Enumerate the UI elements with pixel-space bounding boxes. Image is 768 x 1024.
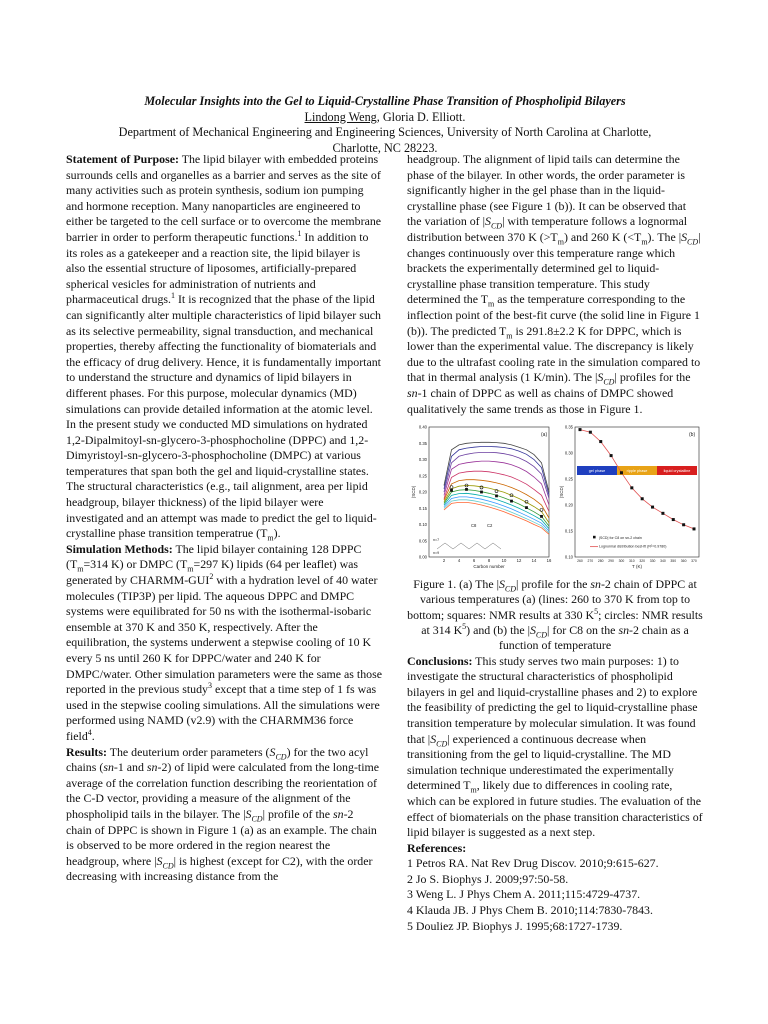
results-text-f: -2 chain of DPPC is shown in Figure 1 (a) as an example. The chain is observed to be more ordered in the region nearest the headgroup, where | [66, 806, 377, 868]
panel-b-data-point [651, 506, 654, 509]
reference-item: 2 Jo S. Biophys J. 2009;97:50-58. [407, 871, 569, 886]
ref-sup-5: 5 [594, 606, 599, 616]
caption-b: | profile for the [516, 577, 591, 592]
panel-b-xlabel: T (K) [632, 564, 642, 570]
sub-m: m [557, 237, 564, 247]
panel-a-nmr-circle [540, 508, 543, 511]
panel-a-nmr-square [495, 495, 498, 498]
sub-m: m [77, 564, 84, 574]
panel-a-annotation: n=7 [433, 538, 440, 543]
panel-b-fit-curve [580, 430, 694, 529]
panel-a-xtick: 12 [516, 558, 522, 564]
results-text-e: | profile of the [262, 806, 333, 821]
purpose-text-d: ). [273, 526, 281, 541]
panel-b-ytick: 0.25 [564, 476, 573, 482]
authors [60, 110, 710, 126]
panel-b-data-point [672, 518, 675, 521]
methods-text-b: =314 K) or DMPC (T [83, 557, 188, 572]
sym-sn: sn [590, 577, 601, 592]
panel-b-xtick: 320 [639, 559, 646, 564]
panel-b-ytick: 0.20 [564, 502, 573, 508]
sym-s: S [597, 370, 604, 385]
panel-a-nmr-circle [450, 486, 453, 489]
sym-cd: CD [535, 630, 548, 640]
ref-sup-1: 1 [297, 229, 302, 238]
panel-a-series-line [444, 480, 549, 518]
caption-a: Figure 1. (a) The | [413, 577, 499, 592]
sub-m: m [187, 564, 194, 574]
sym-s: S [245, 806, 252, 821]
sym-s: S [681, 229, 688, 244]
panel-b-xtick: 370 [691, 559, 697, 564]
sub-m: m [470, 785, 477, 795]
panel-b-legend-series: |SCD| for C8 on sn-2 chain [599, 535, 642, 540]
results-heading: Results: [66, 744, 107, 759]
panel-b-xtick: 260 [577, 559, 583, 564]
right-text-f: as the temperature corresponding to the inflection point of the best-fit curve (the solid line in Figure 1 (b)). The predicted T [407, 292, 700, 338]
right-text-b: | with temperature follows a lognormal distribution between 370 K (>T [407, 214, 688, 244]
results-text-b: ) for the two acyl chains ( [66, 744, 369, 775]
panel-b-data-point [589, 431, 592, 434]
panel-b-xtick: 290 [608, 559, 614, 564]
reference-list [407, 856, 703, 934]
purpose-text-b: In addition to its roles as a gatekeeper and a reaction site, the lipid bilayer is also the essential structure of liposomes, artificially-prepared spherical vesicles for administration of nutrients and pharmaceutical drugs. [66, 229, 369, 307]
panel-a-xtick: 4 [457, 558, 461, 564]
sym-cd: CD [251, 814, 263, 824]
methods-paragraph [66, 542, 382, 745]
panel-a-ytick: 0.00 [418, 554, 427, 560]
panel-a-ytick: 0.25 [418, 473, 427, 479]
conclusions-text-b: | experienced a continuous decrease when transitioning from the gel to liquid-crystalline. The MD simulation technique underestimated the experimentally determined T [407, 731, 674, 793]
sym-cd: CD [687, 237, 699, 247]
panel-a-ylabel: |SCD| [411, 486, 416, 499]
primary-author: Lindong Weng, [304, 109, 380, 124]
panel-a-annotation: C8 [471, 523, 477, 529]
ref-sup-5b: 5 [462, 622, 467, 632]
sym-s: S [269, 744, 276, 759]
caption-c: -2 chain of DPPC at various temperatures (a) (lines: 260 to 370 K from top to bottom; squares: NMR results at 330 K [407, 577, 697, 622]
sym-cd: CD [162, 861, 174, 871]
panel-b-data-point [599, 440, 602, 443]
panel-a-nmr-square [465, 488, 468, 491]
reference-item: 5 Douliez JP. Biophys J. 1995;68:1727-1739. [407, 918, 623, 933]
results-text-d: -2) of lipid were calculated from the long-time average of the correlation function describing the reorientation of the C-D vector, providing a measure of the alignment of the phospholipid tails in the bilayer. The | [66, 760, 380, 821]
panel-a-nmr-square [480, 491, 483, 494]
panel-b-data-point [610, 454, 613, 457]
ref-sup-3: 3 [208, 681, 212, 691]
panel-a-series-line [444, 500, 549, 533]
panel-a-nmr-square [540, 515, 543, 518]
panel-b-legend-fit: Lognormal distribution best-fit (R²=0.9780) [599, 544, 667, 549]
panel-a-xtick: 6 [472, 558, 476, 564]
panel-b-data-point [630, 486, 633, 489]
panel-b-xtick: 330 [649, 559, 656, 564]
sym-cd: CD [490, 221, 503, 231]
panel-b-ytick: 0.30 [564, 450, 573, 456]
reference-item: 4 Klauda JB. J Phys Chem B. 2010;114:7830-7843. [407, 903, 653, 918]
panel-a-molecule-sketch [437, 543, 501, 549]
panel-a-xtick: 2 [442, 558, 446, 564]
right-text-c: ) and 260 K (<T [563, 229, 642, 244]
results-text-g: | is highest (except for C2), with the order decreasing with increasing distance from the [66, 853, 373, 884]
secondary-author: Gloria D. Elliott. [379, 109, 466, 124]
paper-header [60, 94, 710, 156]
figure-caption [407, 577, 703, 653]
panel-b-ytick: 0.15 [564, 528, 573, 534]
sym-sn: sn [333, 806, 344, 821]
caption-e: ) and (b) the | [466, 622, 530, 637]
left-column [66, 152, 382, 885]
panel-a-ytick: 0.20 [418, 489, 427, 495]
panel-a-series-line [444, 486, 549, 523]
panel-a-ytick: 0.30 [418, 457, 427, 463]
sub-m: m [506, 330, 513, 340]
sub-m: m [641, 237, 648, 247]
affiliation-line-2: Charlotte, NC 28223. [332, 140, 438, 155]
sym-s: S [498, 577, 505, 592]
conclusions-paragraph [407, 654, 703, 841]
panel-b-xtick: 280 [597, 559, 604, 564]
panel-b-phase-label: ripple phase [626, 469, 648, 474]
conclusions-text-c: , likely due to differences in cooling rate, which can be explored in future studies. The evaluation of the effect of biomaterials on the phase transition characteristics of lipid bilayer is suggested as a next step. [407, 778, 703, 840]
sym-s: S [156, 853, 163, 868]
sym-cd: CD [436, 738, 448, 748]
panel-a-ytick: 0.15 [418, 505, 427, 511]
methods-text-f: . [91, 728, 95, 743]
methods-text-d: with a hydration level of 40 water molecules (TIP3P) per lipid. The aqueous DPPC and DMPC systems were equilibrated for 50 ns with the isothermal-isobaric ensemble at 370 K and 350 K, respectively. After the equilibration, the systems underwent a stepwise cooling of 10 K every 5 ns until 260 K for DPPC/water and 240 K for DMPC/water. Other simulation parameters were the same as those reported in the previous study [66, 573, 383, 697]
panel-a-xlabel: Carbon number [473, 564, 505, 570]
sym-cd: CD [603, 377, 615, 387]
sym-sn: sn [103, 760, 114, 775]
panel-a-series-line [444, 502, 549, 534]
right-text-g: is 291.8±2.2 K for DPPC, which is lower than the experimental value. The discrepancy is likely due to the ultrafast cooling rate in the simulation compared to that in thermal analysis (1 K/min). The | [407, 323, 701, 385]
panel-b-data-point [641, 497, 644, 500]
panel-a-xtick: 14 [531, 558, 537, 564]
right-text-d: ). The | [647, 229, 682, 244]
panel-b-xtick: 270 [587, 559, 594, 564]
panel-b-data-point [682, 523, 685, 526]
panel-a-nmr-square [450, 489, 453, 492]
results-text-a: The deuterium order parameters ( [106, 744, 270, 759]
caption-g: -2 chain as a function of temperature [498, 622, 689, 653]
ref-sup-1b: 1 [171, 291, 175, 301]
sym-cd: CD [504, 584, 517, 594]
affiliation-line-1: Department of Mechanical Engineering and Engineering Sciences, University of North Carolina at Charlotte, [118, 125, 652, 139]
panel-a-xtick: 8 [487, 558, 491, 564]
right-text-e: | changes continuously over this temperature range which brackets the experimentally determined gel to liquid-crystalline phase transition temperature. This study determined the T [407, 229, 701, 307]
panel-a-xtick: 10 [501, 558, 507, 564]
panel-b-phase-label: gel phase [588, 469, 606, 474]
reference-item: 3 Weng L. J Phys Chem A. 2011;115:4729-4737. [407, 887, 641, 902]
purpose-text-c: It is recognized that the phase of the lipid can significantly alter multiple characteristics of lipid bilayer such as its selective permeability, signal transduction, and mechanical properties, thereby affecting the functionality of biomaterials and the efficacy of drug delivery. Hence, it is fundamentally important to understand the structure and dynamics of lipid bilayers in different phases. For this purpose, molecular dynamics (MD) simulations can provide detailed information at the atomic level. In the present study we conducted MD simulations on hydrated 1,2-Dipalmitoyl-sn-glycero-3-phosphocholine (DPPC) and 1,2-Dimyristoyl-sn-glycero-3-phosphocholine (DMPC) at various temperatures that span both the gel and liquid-crystalline states. The structural characteristics (e.g., tail alignment, area per lipid headgroup, bilayer thickness) of the lipid bilayer were investigated and an attempt was made to predict the gel to liquid-crystalline phase transition temperatrue (T [66, 292, 381, 541]
panel-b-xtick: 310 [628, 559, 635, 564]
panel-b-data-point [661, 512, 664, 515]
ref-sup-2: 2 [209, 572, 214, 582]
conclusions-heading: Conclusions: [407, 653, 473, 668]
panel-b-ytick: 0.10 [564, 554, 573, 560]
panel-b-xtick: 360 [680, 559, 687, 564]
panel-a-ytick: 0.10 [418, 522, 427, 528]
right-text-a: headgroup. The alignment of lipid tails can determine the phase of the bilayer. In other words, the order parameter is significantly higher in the gel phase than in the liquid-crystalline phase (see Figure 1 (b)). It can be observed that the variation of | [407, 152, 686, 229]
panel-b-data-point [620, 471, 623, 474]
methods-text-e: except that a time step of 1 fs was used in the stepwise cooling simulations. All the simulations were performed using NAMD (v2.9) with the CHARMM36 force field [66, 682, 380, 743]
panel-b-legend-marker [593, 536, 596, 539]
reference-item: 1 Petros RA. Nat Rev Drug Discov. 2010;9:615-627. [407, 856, 659, 871]
sym-sn: sn [618, 622, 630, 637]
purpose-paragraph [66, 152, 382, 542]
methods-text-c: =297 K) lipids (64 per leaflet) was generated by CHARMM-GUI [66, 557, 359, 588]
results-paragraph [66, 745, 382, 885]
purpose-text-a: The lipid bilayer with embedded proteins surrounds cells and organelles as a barrier and serves as the site of many activities such as protein synthesis, sodium ion pumping and hormone reception. Many nanoparticles are engineered to either be targeted to the cell surface or to overcome the membrane barrier in order to perform therapeutic functions. [66, 152, 382, 244]
panel-a-ytick: 0.35 [418, 440, 427, 446]
sym-sn: sn [146, 760, 158, 775]
methods-text-a: The lipid bilayer containing 128 DPPC (T [66, 541, 362, 572]
panel-a-annotation: n=9 [433, 551, 440, 556]
results-continued-paragraph [407, 152, 703, 417]
panel-b-xtick: 350 [670, 559, 677, 564]
panel-b-xtick: 340 [660, 559, 666, 564]
panel-b-data-point [579, 428, 582, 431]
panel-b-ylabel: |SCD| [559, 486, 564, 499]
panel-a-annotation: C2 [487, 523, 493, 529]
paper-title: Molecular Insights into the Gel to Liquid-Crystalline Phase Transition of Phospholipid Bilayers [144, 94, 626, 108]
panel-b-data-point [693, 528, 696, 531]
panel-a-label: (a) [541, 432, 548, 439]
sym-cd: CD [275, 751, 287, 761]
panel-a-xtick: 16 [546, 558, 552, 564]
panel-b-phase-label: liquid crystalline [663, 469, 691, 474]
sym-s: S [485, 214, 491, 229]
sub-m: m [267, 533, 274, 543]
sym-s: S [529, 622, 536, 637]
panel-a-nmr-square [525, 506, 528, 509]
sym-sn: sn [407, 385, 418, 400]
right-column [407, 152, 703, 934]
figure-1 [407, 423, 703, 573]
caption-d: ; circles: NMR results at 314 K [421, 607, 703, 637]
caption-f: | for C8 on the [547, 622, 619, 637]
panel-b-xtick: 300 [618, 559, 625, 564]
methods-heading: Simulation Methods: [66, 541, 173, 556]
panel-b-label: (b) [689, 432, 696, 439]
sym-s: S [430, 731, 437, 746]
figure-1-svg [407, 423, 703, 573]
ref-sup-4: 4 [87, 728, 92, 737]
panel-a-ytick: 0.05 [418, 538, 427, 544]
results-text-c: -1 and [113, 760, 147, 775]
sub-m: m [488, 299, 495, 309]
panel-a-series-line [444, 471, 549, 511]
panel-a-nmr-square [510, 500, 513, 503]
right-text-h: | profiles for the [614, 370, 691, 385]
references-heading: References: [407, 840, 467, 855]
panel-a-ytick: 0.40 [418, 424, 427, 430]
conclusions-text-a: This study serves two main purposes: 1) to investigate the structural characteristics of phospholipid bilayers in gel and liquid-crystalline phases and 2) to explore the feasibility of predicting the gel to liquid-crystalline phase transition temperature by molecular simulation. It was found that | [407, 653, 698, 746]
panel-b-ytick: 0.35 [564, 424, 573, 430]
right-text-i: -1 chain of DPPC as well as chains of DMPC showed qualitatively the same trends as those in Figure 1. [407, 385, 674, 416]
purpose-heading: Statement of Purpose: [66, 152, 179, 166]
